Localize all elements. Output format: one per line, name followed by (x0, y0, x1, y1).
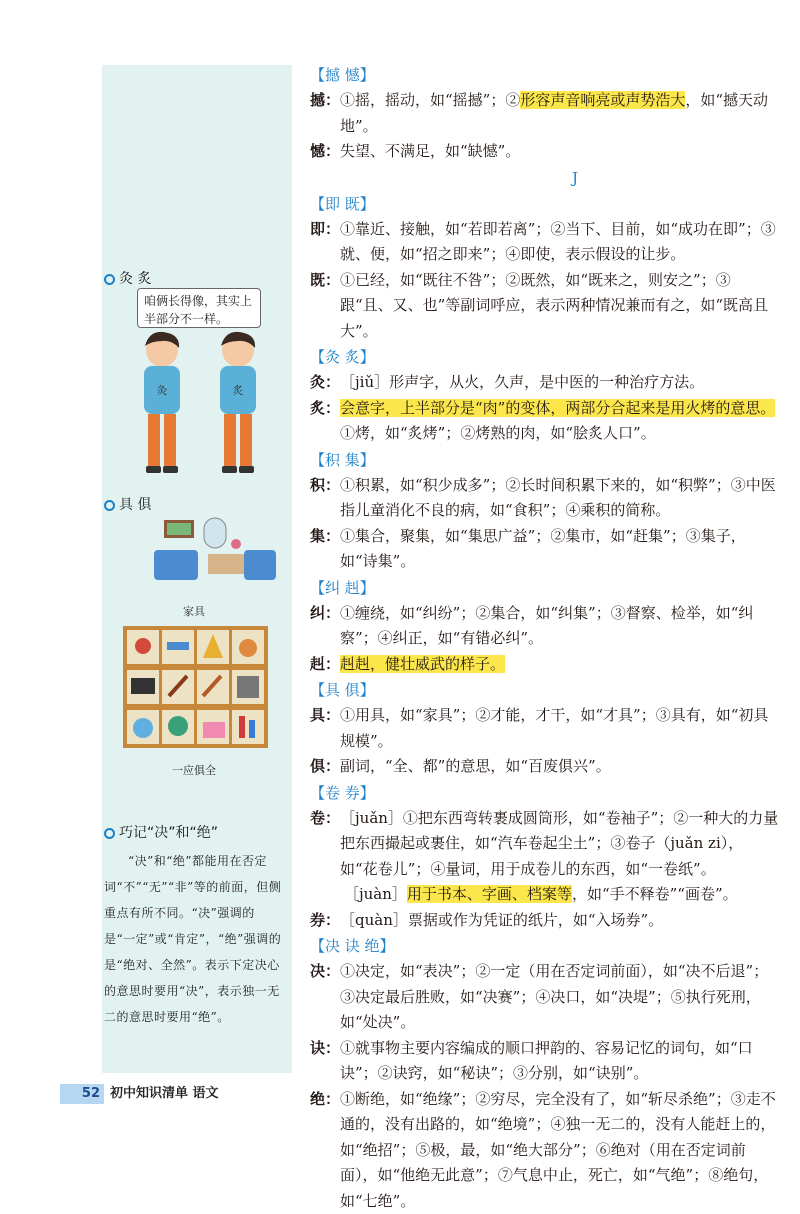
sidebar-section-title: 灸 炙 (119, 271, 151, 287)
entry-def: ①缠绕，如“纠纷”；②集合，如“纠集”；③督察、检举，如“纠察”；④纠正，如“有错必纠”。 (340, 601, 780, 652)
main-content (310, 62, 780, 1214)
section-letter: J (370, 165, 780, 191)
entry-header: 【灸 炙】 (310, 344, 780, 370)
sidebar-section-2 (104, 494, 151, 514)
entry-def (340, 652, 780, 678)
entry-row (310, 139, 780, 165)
sidebar-section-title: 巧记“决”和“绝” (119, 825, 218, 841)
entry-def: ［juàn］用于书本、字画、档案等，如“手不释卷”“画卷”。 (344, 882, 780, 908)
entry-row (310, 908, 780, 934)
entry-row (310, 268, 780, 345)
entry-def: ①就事物主要内容编成的顺口押韵的、容易记忆的词句，如“口诀”；②诀窍，如“秘诀”；③分别，如“诀别”。 (340, 1036, 780, 1087)
entry-row (310, 1087, 780, 1214)
sidebar-section-title: 具 俱 (119, 497, 151, 513)
entry-char: 纠： (310, 601, 340, 652)
entry-header: 【撼 憾】 (310, 62, 780, 88)
sidebar-section-1 (104, 268, 151, 288)
entry-header: 【积 集】 (310, 447, 780, 473)
entry-char: 积： (310, 473, 340, 524)
book-title: 初中知识清单 语文 (110, 1084, 219, 1104)
highlight-text: 用于书本、字画、档案等 (407, 885, 572, 903)
entry-row (310, 754, 780, 780)
entry-char: 即： (310, 217, 340, 268)
entry-def: ①用具，如“家具”；②才能，才干，如“才具”；③具有，如“初具规模”。 (340, 703, 780, 754)
entry-header: 【卷 券】 (310, 780, 780, 806)
highlight-text: 形容声音响亮或声势浩大 (520, 91, 685, 109)
caption-items: 一应俱全 (172, 762, 216, 778)
bullet-icon (104, 500, 115, 511)
entry-char: 绝： (310, 1087, 340, 1214)
entry-def: 会意字，上半部分是“肉”的变体，两部分合起来是用火烤的意思。①烤，如“炙烤”；②烤熟的肉，如“脍炙人口”。 (340, 396, 780, 447)
entry-row (310, 652, 780, 678)
two-boys-illustration (128, 330, 278, 490)
tip-paragraph: “决”和“绝”都能用在否定词“不”“无”“非”等的前面，但侧重点有所不同。“决”强调的是“一定”或“肯定”，“绝”强调的是“绝对、全然”。表示下定决心的意思时要用“决”，表示独一无二的意思时要用“绝”。 (104, 848, 286, 1030)
entry-row (310, 217, 780, 268)
entry-char: 诀： (310, 1036, 340, 1087)
speech-bubble: 咱俩长得像，其实上半部分不一样。 (137, 288, 261, 328)
entry-row (310, 370, 780, 396)
entry-def: ［juǎn］①把东西弯转裹成圆筒形，如“卷袖子”；②一种大的力量把东西撮起或裹住，如“汽车卷起尘土”；③卷子（juǎn zi），如“花卷儿”；④量词，用于成卷儿的东西，如“一卷纸”。 (340, 806, 780, 883)
bullet-icon (104, 828, 115, 839)
entry-header: 【决 诀 绝】 (310, 933, 780, 959)
entry-row (310, 396, 780, 447)
entry-header: 【具 俱】 (310, 677, 780, 703)
entry-char: 憾： (310, 139, 340, 165)
char-a-label: 灸 (157, 383, 168, 397)
entry-char: 卷： (310, 806, 340, 883)
highlight-text: 会意字，上半部分是“肉”的变体，两部分合起来是用火烤的意思。 (340, 399, 775, 417)
entry-def: ①摇，摇动，如“摇撼”；②形容声音响亮或声势浩大，如“撼天动地”。 (340, 88, 780, 139)
entry-def: 失望、不满足，如“缺憾”。 (340, 139, 780, 165)
items-grid-illustration (123, 626, 268, 748)
entry-row (310, 1036, 780, 1087)
entry-char: 券： (310, 908, 340, 934)
entry-row (310, 473, 780, 524)
entry-row (310, 806, 780, 883)
entry-def: ①集合，聚集，如“集思广益”；②集市，如“赶集”；③集子，如“诗集”。 (340, 524, 780, 575)
entry-char: 俱： (310, 754, 340, 780)
entry-char: 撼： (310, 88, 340, 139)
boy-right-figure (220, 332, 256, 473)
entry-def: ①决定，如“表决”；②一定（用在否定词前面），如“决不后退”；③决定最后胜败，如“决赛”；④决口，如“决堤”；⑤执行死刑，如“处决”。 (340, 959, 780, 1036)
entry-char: 炙： (310, 396, 340, 447)
entry-char: 集： (310, 524, 340, 575)
entry-def: ①已经，如“既往不咎”；②既然，如“既来之，则安之”；③跟“且、又、也”等副词呼应，表示两种情况兼而有之，如“既高且大”。 (340, 268, 780, 345)
entry-row (310, 959, 780, 1036)
furniture-illustration (148, 514, 283, 594)
entry-row (310, 88, 780, 139)
boy-left-figure (144, 332, 180, 473)
entry-header: 【即 既】 (310, 191, 780, 217)
entry-char: 灸： (310, 370, 340, 396)
entry-char: 具： (310, 703, 340, 754)
entry-def: ①断绝，如“绝缘”；②穷尽，完全没有了，如“斩尽杀绝”；③走不通的，没有出路的，如“绝境”；④独一无二的，没有人能赶上的，如“绝招”；⑤极，最，如“绝大部分”；⑥绝对（用在否定词前面），如“他绝无此意”；⑦气息中止，死亡，如“气绝”；⑧绝句，如“七绝”。 (340, 1087, 780, 1214)
entry-def: 副词，“全、都”的意思，如“百废俱兴”。 (340, 754, 780, 780)
entry-row (310, 882, 780, 908)
entry-row (310, 601, 780, 652)
entry-def: ①靠近、接触，如“若即若离”；②当下、目前，如“成功在即”；③就、便，如“招之即来”；④即使，表示假设的让步。 (340, 217, 780, 268)
entry-row (310, 524, 780, 575)
page-footer (60, 1084, 255, 1104)
entry-def: ①积累，如“积少成多”；②长时间积累下来的，如“积弊”；③中医指儿童消化不良的病，如“食积”；④乘积的简称。 (340, 473, 780, 524)
entry-def: ［jiǔ］形声字，从火，久声，是中医的一种治疗方法。 (340, 370, 780, 396)
caption-furniture: 家具 (183, 603, 205, 619)
entry-header: 【纠 赳】 (310, 575, 780, 601)
highlight-text: 赳赳，健壮威武的样子。 (340, 655, 505, 673)
sidebar-section-3 (104, 822, 218, 842)
entry-def: ［quàn］票据或作为凭证的纸片，如“入场券”。 (340, 908, 780, 934)
char-b-label: 炙 (233, 383, 244, 397)
bullet-icon (104, 274, 115, 285)
entry-char: 既： (310, 268, 340, 345)
page-number: 52 (60, 1084, 104, 1104)
entry-row (310, 703, 780, 754)
entry-char: 赳： (310, 652, 340, 678)
entry-char: 决： (310, 959, 340, 1036)
